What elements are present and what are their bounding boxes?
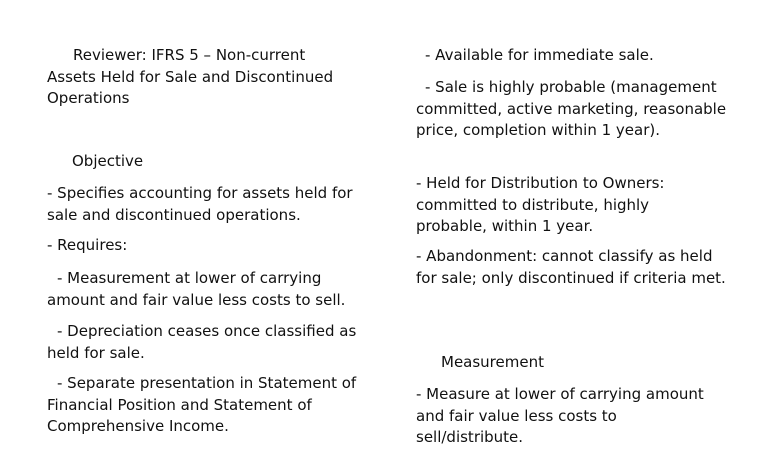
document-title-rest: Assets Held for Sale and Discontinued Operations — [47, 67, 334, 107]
objective-item-measurement: - Measurement at lower of carrying amount and fair value less costs to sell. — [47, 269, 346, 309]
objective-item-presentation: - Separate presentation in Statement of Financial Position and Statement of Comprehensive Income. — [47, 374, 357, 435]
criteria-item-highly-probable: - Sale is highly probable (management committed, active marketing, reasonable price, completion within 1 year). — [416, 78, 727, 139]
document-title-line1: Reviewer: IFRS 5 – Non-current — [73, 46, 306, 64]
measurement-item-lower: - Measure at lower of carrying amount and fair value less costs to sell/distribute. — [416, 385, 704, 446]
criteria-item-abandonment: - Abandonment: cannot classify as held for sale; only discontinued if criteria met. — [416, 247, 726, 287]
objective-heading: Objective — [72, 152, 144, 170]
objective-item-specifies: - Specifies accounting for assets held for sale and discontinued operations. — [47, 184, 353, 224]
document-title — [47, 45, 347, 110]
criteria-item-distribution: - Held for Distribution to Owners: committed to distribute, highly probable, within 1 year. — [416, 174, 665, 235]
measurement-heading: Measurement — [441, 353, 544, 371]
objective-item-requires: - Requires: — [47, 236, 128, 254]
criteria-item-available: - Available for immediate sale. — [425, 46, 654, 64]
objective-item-depreciation: - Depreciation ceases once classified as held for sale. — [47, 322, 357, 362]
